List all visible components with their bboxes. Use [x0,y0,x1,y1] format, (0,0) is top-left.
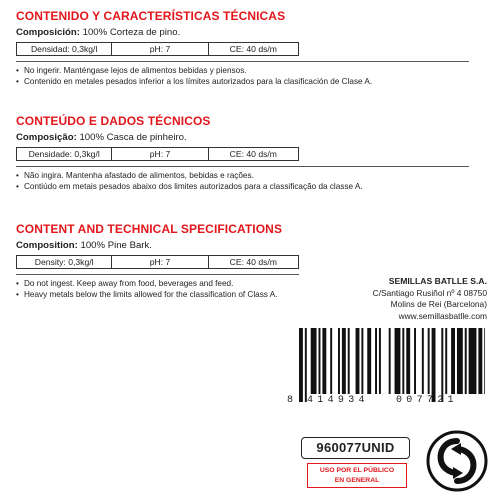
spec-table [16,255,299,269]
composition-line [16,27,486,39]
barcode-bar [361,328,363,394]
barcode-bar [484,328,485,394]
spec-density: Density: 0,3kg/l [34,257,94,267]
company-address: C/Santiago Rusiñol nº 4 08750 [372,287,487,298]
spec-ce: CE: 40 ds/m [208,43,298,55]
barcode-bar [428,328,430,394]
barcode-bar [379,328,381,394]
spec-ph: pH: 7 [111,256,207,268]
barcode-left-digits: 414934 [307,395,369,406]
section-title: CONTENT AND TECHNICAL SPECIFICATIONS [16,222,283,236]
divider [16,61,469,62]
composition-value: 100% Pine Bark. [77,240,152,251]
public-use-line2: EN GENERAL [334,477,380,484]
barcode-first-digit: 8 [287,395,294,406]
barcode-bar [441,328,443,402]
section-title: CONTENIDO Y CARACTERÍSTICAS TÉCNICAS [16,9,286,23]
divider [16,166,469,167]
barcode-bar [406,328,410,394]
spec-ph: pH: 7 [111,43,207,55]
composition-line [16,132,486,144]
barcode-bar [451,328,455,394]
barcode-icon [285,326,485,406]
barcode-bar [432,328,436,402]
barcode [285,326,485,411]
spec-density: Densidade: 0,3kg/l [28,149,100,159]
barcode-bar [311,328,317,394]
barcode-bar [465,328,467,394]
composition-label: Composição: [16,132,77,143]
spec-ce: CE: 40 ds/m [208,256,298,268]
barcode-bar [342,328,346,394]
section-spanish [16,9,486,87]
barcode-bar [478,328,482,394]
composition-value: 100% Corteza de pino. [79,27,181,38]
barcode-bar [414,328,416,394]
barcode-bar [330,328,332,394]
note-item: • Não ingira. Mantenha afastado de alimentos, bebidas e rações. [16,170,486,181]
spec-table [16,147,299,161]
composition-label: Composición: [16,27,80,38]
note-item: • Contiúdo em metais pesados abaixo dos limites autorizados para a classificação da classe A. [16,181,486,192]
company-web: www.semillasbatlle.com [398,310,487,321]
barcode-bar [322,328,326,394]
company-info [373,276,487,322]
spec-ce: CE: 40 ds/m [208,148,298,160]
barcode-bar [402,328,404,394]
company-name: SEMILLAS BATLLE S.A. [388,276,487,286]
section-portuguese [16,114,486,192]
composition-label: Composition: [16,240,78,251]
notes-list [16,65,486,87]
note-item: • Heavy metals below the limits allowed for the classification of Class A. [16,289,486,300]
barcode-bar [305,328,307,402]
public-use-line1: USO POR EL PÚBLICO [319,467,395,474]
barcode-bar [375,328,377,394]
barcode-bar [422,328,424,394]
section-title: CONTEÚDO E DADOS TÉCNICOS [16,114,211,128]
spec-ph: pH: 7 [111,148,207,160]
barcode-bar [356,328,360,394]
notes-list [16,170,486,192]
barcode-right-digits: 007721 [396,395,458,406]
green-dot-recycle-icon [425,429,489,493]
note-item: • Contenido en metales pesados inferior a los límites autorizados para la clasificación de Clase A. [16,76,486,87]
barcode-bar [348,328,350,394]
barcode-bar [299,328,303,402]
barcode-bar [367,328,371,394]
note-item: • No ingerir. Manténgase lejos de alimentos bebidas y piensos. [16,65,486,76]
barcode-bar [445,328,447,394]
barcode-bar [338,328,340,394]
barcode-bar [395,328,401,394]
product-code: 960077UNID [301,437,410,459]
company-city: Molins de Rei (Barcelona) [390,299,487,309]
barcode-bar [457,328,463,394]
barcode-bar [389,328,391,394]
spec-density: Densidad: 0,3kg/l [30,44,98,54]
divider [16,274,299,275]
barcode-bar [469,328,477,394]
composition-value: 100% Casca de pinheiro. [76,132,187,143]
public-use-badge [307,463,407,488]
composition-line [16,240,486,252]
spec-table [16,42,299,56]
barcode-bar [319,328,321,394]
note-item: • Do not ingest. Keep away from food, beverages and feed. [16,278,486,289]
